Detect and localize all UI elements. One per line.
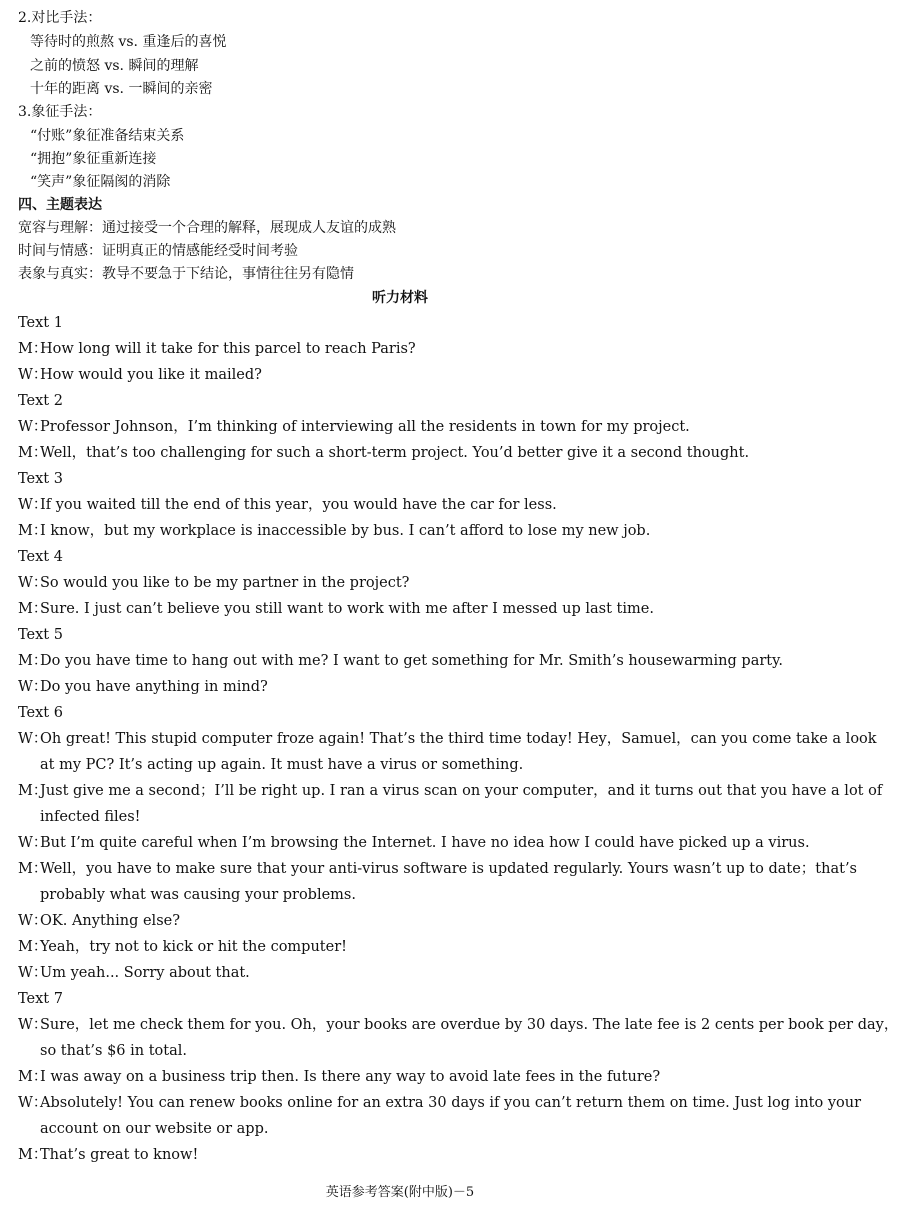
dialogue-text: Just give me a second；I’ll be right up. I ran a virus scan on your computer，and it turns out that you have a lot of xyxy=(40,783,883,799)
text-heading: Text 3 xyxy=(18,471,63,487)
dialogue-line xyxy=(18,599,788,619)
speaker-label: W： xyxy=(18,1095,48,1111)
dialogue-text: But I’m quite careful when I’m browsing the Internet. I have no idea how I could have picked up a virus. xyxy=(40,835,810,851)
dialogue-line xyxy=(18,677,788,697)
dialogue-line xyxy=(18,443,788,463)
dialogue-line xyxy=(18,859,857,879)
dialogue-line xyxy=(18,833,810,853)
speaker-label: W： xyxy=(18,419,48,435)
theme-item: 宽容与理解：通过接受一个合理的解释，展现成人友谊的成熟 xyxy=(18,220,396,236)
contrast-item: 十年的距离 vs. 一瞬间的亲密 xyxy=(30,81,213,97)
speaker-label: W： xyxy=(18,497,48,513)
dialogue-line xyxy=(18,651,788,671)
text-heading: Text 4 xyxy=(18,549,63,565)
dialogue-continuation: infected files! xyxy=(40,809,141,825)
dialogue-text: If you waited till the end of this year，you would have the car for less. xyxy=(40,497,557,513)
dialogue-text: Um yeah... Sorry about that. xyxy=(40,965,250,981)
dialogue-line xyxy=(18,911,788,931)
dialogue-text: Sure. I just can’t believe you still want to work with me after I messed up last time. xyxy=(40,601,654,617)
page-footer: 英语参考答案(附中版)－5 xyxy=(325,1185,475,1200)
dialogue-text: Do you have time to hang out with me? I want to get something for Mr. Smith’s housewarming party. xyxy=(40,653,783,669)
contrast-heading: 2.对比手法： xyxy=(18,10,102,26)
dialogue-line xyxy=(18,365,788,385)
theme-heading: 四、主题表达 xyxy=(18,197,102,213)
dialogue-text: So would you like to be my partner in the project? xyxy=(40,575,410,591)
speaker-label: M： xyxy=(18,783,48,799)
dialogue-text: Well，you have to make sure that your anti-virus software is updated regularly. Yours wasn’t up to date；that’s xyxy=(40,861,857,877)
text-heading: Text 5 xyxy=(18,627,63,643)
dialogue-text: I was away on a business trip then. Is there any way to avoid late fees in the future? xyxy=(40,1069,661,1085)
speaker-label: M： xyxy=(18,861,48,877)
speaker-label: W： xyxy=(18,1017,48,1033)
dialogue-line xyxy=(18,417,788,437)
dialogue-continuation: account on our website or app. xyxy=(40,1121,269,1137)
text-heading: Text 6 xyxy=(18,705,63,721)
dialogue-text: I know，but my workplace is inaccessible by bus. I can’t afford to lose my new job. xyxy=(40,523,651,539)
theme-item: 时间与情感：证明真正的情感能经受时间考验 xyxy=(18,243,298,259)
dialogue-line xyxy=(18,963,788,983)
theme-item: 表象与真实：教导不要急于下结论，事情往往另有隐情 xyxy=(18,266,354,282)
speaker-label: W： xyxy=(18,679,48,695)
speaker-label: W： xyxy=(18,835,48,851)
speaker-label: M： xyxy=(18,939,48,955)
dialogue-line xyxy=(18,729,877,749)
contrast-item: 之前的愤怒 vs. 瞬间的理解 xyxy=(30,58,199,74)
dialogue-line xyxy=(18,1067,788,1087)
dialogue-line xyxy=(18,339,788,359)
speaker-label: M： xyxy=(18,341,48,357)
dialogue-line xyxy=(18,1093,862,1113)
speaker-label: W： xyxy=(18,575,48,591)
dialogue-line xyxy=(18,495,788,515)
dialogue-text: How would you like it mailed? xyxy=(40,367,262,383)
text-heading: Text 2 xyxy=(18,393,63,409)
dialogue-line xyxy=(18,1015,898,1035)
dialogue-line xyxy=(18,781,883,801)
speaker-label: M： xyxy=(18,1069,48,1085)
dialogue-text: Yeah，try not to kick or hit the computer! xyxy=(40,939,347,955)
speaker-label: M： xyxy=(18,653,48,669)
symbol-item: “付账”象征准备结束关系 xyxy=(30,128,185,144)
speaker-label: M： xyxy=(18,445,48,461)
dialogue-text: Professor Johnson，I’m thinking of interviewing all the residents in town for my project. xyxy=(40,419,690,435)
dialogue-line xyxy=(18,573,788,593)
speaker-label: M： xyxy=(18,601,48,617)
dialogue-line xyxy=(18,937,788,957)
dialogue-text: That’s great to know! xyxy=(40,1147,199,1163)
dialogue-text: Well，that’s too challenging for such a short-term project. You’d better give it a second thought. xyxy=(40,445,750,461)
speaker-label: W： xyxy=(18,965,48,981)
dialogue-text: OK. Anything else? xyxy=(40,913,180,929)
speaker-label: W： xyxy=(18,367,48,383)
symbol-item: “笑声”象征隔阂的消除 xyxy=(30,174,171,190)
speaker-label: M： xyxy=(18,1147,48,1163)
dialogue-line xyxy=(18,521,788,541)
dialogue-continuation: so that’s $6 in total. xyxy=(40,1043,187,1059)
dialogue-text: Oh great! This stupid computer froze again! That’s the third time today! Hey，Samuel，can you come take a look xyxy=(40,731,877,747)
dialogue-text: Sure，let me check them for you. Oh，your books are overdue by 30 days. The late fee is 2 cents per book per day， xyxy=(40,1017,898,1033)
dialogue-text: How long will it take for this parcel to reach Paris? xyxy=(40,341,416,357)
dialogue-line xyxy=(18,1145,788,1165)
contrast-item: 等待时的煎熬 vs. 重逢后的喜悦 xyxy=(30,34,227,50)
speaker-label: M： xyxy=(18,523,48,539)
dialogue-text: Do you have anything in mind? xyxy=(40,679,268,695)
dialogue-continuation: at my PC? It’s acting up again. It must have a virus or something. xyxy=(40,757,524,773)
speaker-label: W： xyxy=(18,731,48,747)
text-heading: Text 7 xyxy=(18,991,63,1007)
dialogue-continuation: probably what was causing your problems. xyxy=(40,887,356,903)
listening-title: 听力材料 xyxy=(372,290,428,306)
speaker-label: W： xyxy=(18,913,48,929)
symbol-heading: 3.象征手法： xyxy=(18,104,102,120)
dialogue-text: Absolutely! You can renew books online for an extra 30 days if you can’t return them on time. Just log into your xyxy=(40,1095,862,1111)
symbol-item: “拥抱”象征重新连接 xyxy=(30,151,157,167)
text-heading: Text 1 xyxy=(18,315,63,331)
